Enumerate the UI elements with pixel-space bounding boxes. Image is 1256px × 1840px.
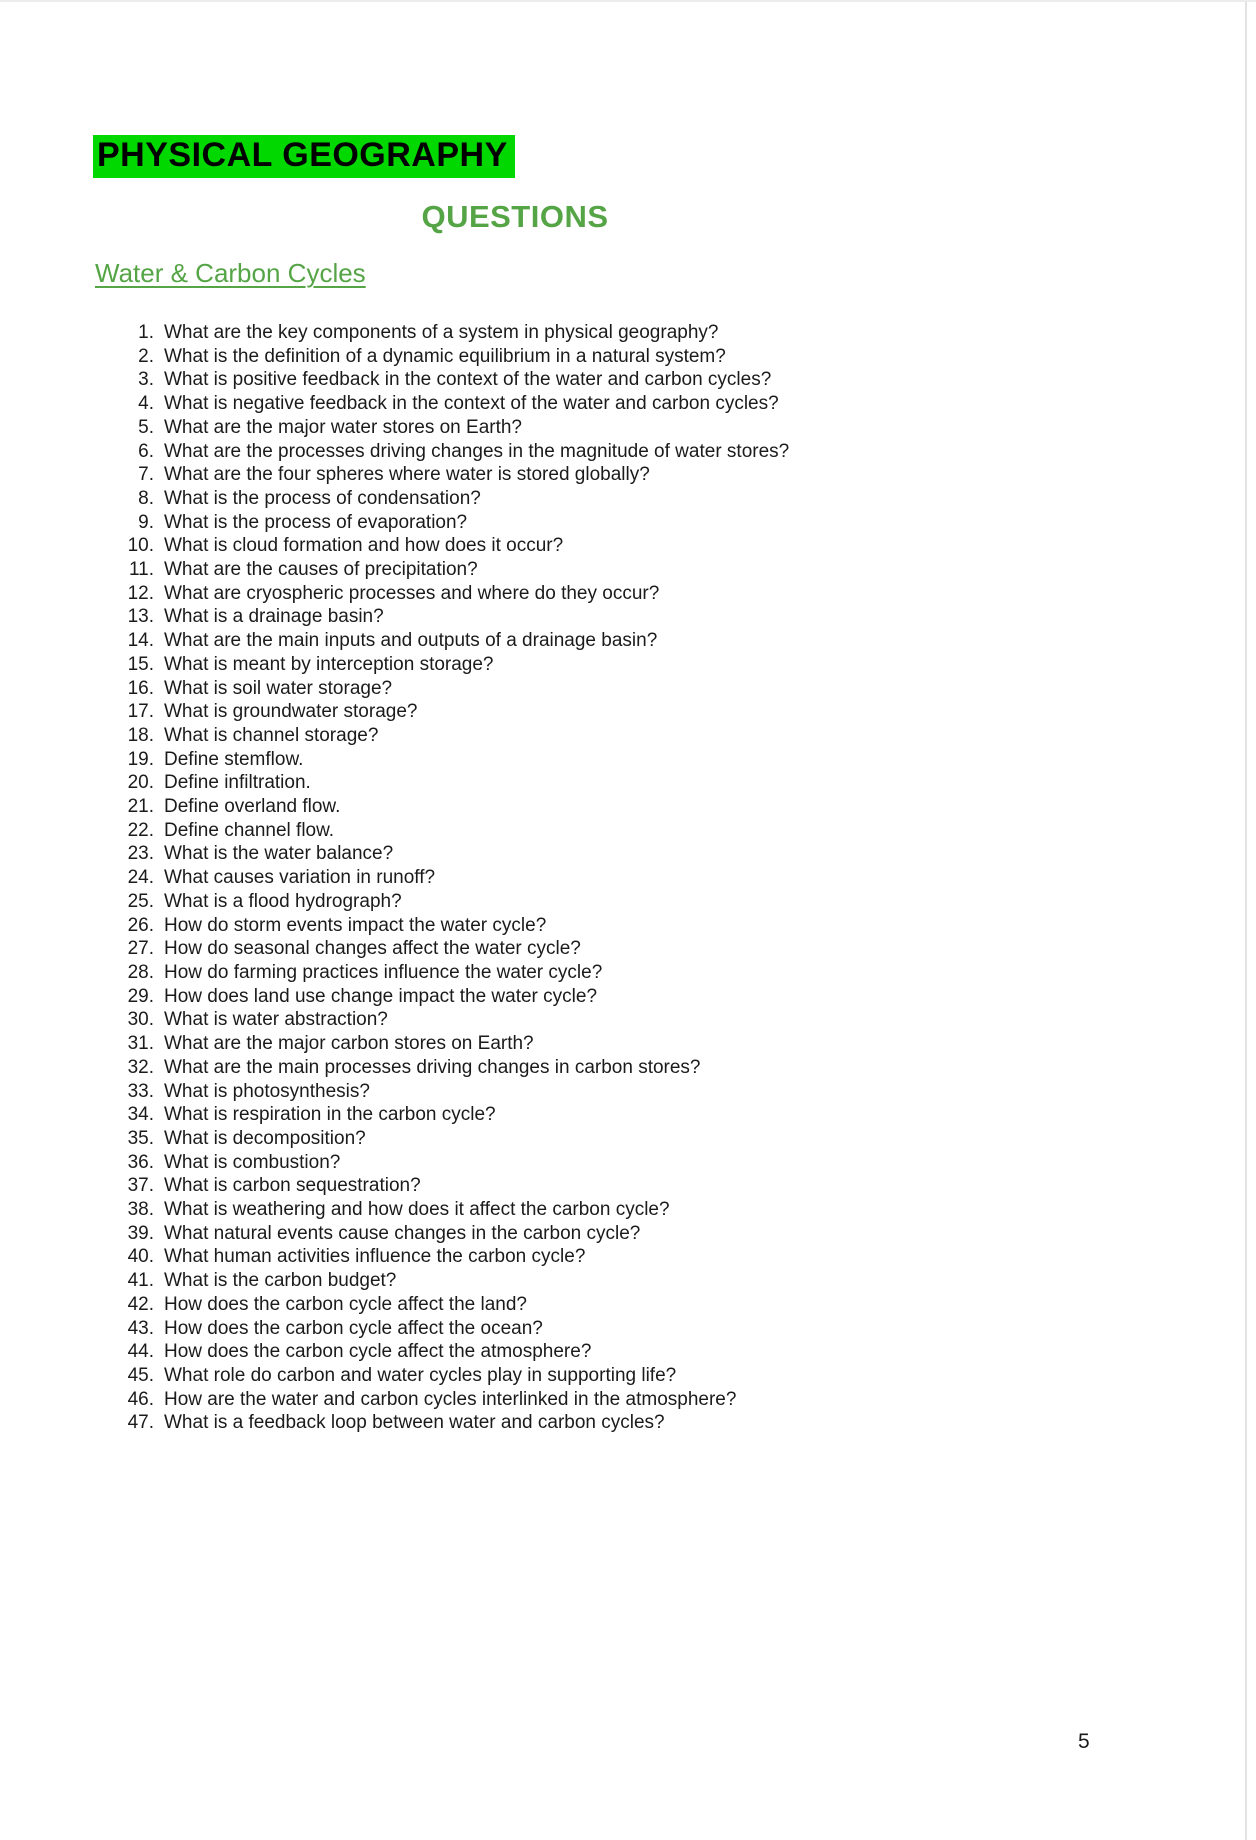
question-item	[123, 914, 789, 938]
question-number: 27.	[127, 938, 154, 960]
question-number: 36.	[127, 1151, 154, 1173]
question-item	[123, 1103, 789, 1127]
question-number: 38.	[127, 1199, 154, 1221]
question-text: How do storm events impact the water cycle?	[164, 914, 547, 936]
question-text: What is the process of evaporation?	[164, 511, 468, 533]
question-item	[123, 700, 789, 724]
question-item	[123, 866, 789, 890]
question-number: 22.	[127, 819, 154, 841]
question-number: 1.	[138, 322, 154, 343]
question-text: What are the processes driving changes in the magnitude of water stores?	[164, 440, 790, 462]
question-text: What are cryospheric processes and where do they occur?	[164, 582, 660, 604]
question-number: 32.	[127, 1056, 154, 1078]
question-text: Define overland flow.	[164, 796, 341, 818]
question-text: What is groundwater storage?	[164, 701, 418, 723]
question-text: What natural events cause changes in the carbon cycle?	[164, 1222, 641, 1244]
question-number: 11.	[128, 559, 154, 581]
question-text: What are the major water stores on Earth?	[164, 416, 522, 438]
question-text: How does the carbon cycle affect the ocean?	[164, 1317, 543, 1339]
question-text: What is the water balance?	[164, 843, 394, 865]
question-item	[123, 629, 789, 653]
question-item	[123, 653, 789, 677]
question-item	[123, 463, 789, 487]
question-item	[123, 1127, 789, 1151]
question-item	[123, 1222, 789, 1246]
question-number: 44.	[127, 1341, 154, 1363]
question-number: 30.	[127, 1009, 154, 1031]
question-text: What is the definition of a dynamic equilibrium in a natural system?	[164, 345, 726, 367]
question-number: 8.	[138, 487, 154, 509]
question-item	[123, 321, 789, 345]
question-number: 41.	[127, 1270, 154, 1292]
question-item	[123, 511, 789, 535]
question-text: What is the process of condensation?	[164, 487, 481, 509]
question-number: 33.	[127, 1080, 154, 1102]
question-item	[123, 1032, 789, 1056]
question-text: What is combustion?	[164, 1151, 341, 1173]
question-item	[123, 961, 789, 985]
question-number: 9.	[138, 511, 154, 533]
question-number: 20.	[127, 772, 154, 794]
question-number: 7.	[138, 464, 154, 486]
question-item	[123, 1008, 789, 1032]
question-number: 18.	[127, 724, 154, 746]
question-item	[123, 1174, 789, 1198]
question-number: 12.	[127, 582, 154, 604]
question-number: 35.	[127, 1127, 154, 1149]
question-text: How do farming practices influence the water cycle?	[164, 961, 603, 983]
question-text: What are the four spheres where water is stored globally?	[164, 464, 650, 486]
question-number: 23.	[127, 843, 154, 865]
question-item	[123, 771, 789, 795]
question-item	[123, 416, 789, 440]
question-item	[123, 582, 789, 606]
question-item	[123, 890, 789, 914]
question-text: Define stemflow.	[164, 748, 304, 770]
question-item	[123, 985, 789, 1009]
question-number: 29.	[127, 985, 154, 1007]
question-item	[123, 842, 789, 866]
question-number: 42.	[127, 1293, 154, 1315]
question-item	[123, 392, 789, 416]
question-item	[123, 1056, 789, 1080]
question-number: 10.	[127, 535, 154, 557]
question-text: What is a feedback loop between water and carbon cycles?	[164, 1412, 665, 1434]
question-number: 31.	[127, 1033, 154, 1055]
question-item	[123, 1293, 789, 1317]
question-number: 2.	[138, 345, 154, 367]
question-number: 26.	[127, 914, 154, 936]
question-number: 37.	[127, 1175, 154, 1197]
question-text: What is carbon sequestration?	[164, 1175, 421, 1197]
question-text: What are the main processes driving changes in carbon stores?	[164, 1056, 701, 1078]
question-item	[123, 1151, 789, 1175]
question-number: 4.	[138, 393, 154, 415]
question-item	[123, 937, 789, 961]
question-text: What is negative feedback in the context of the water and carbon cycles?	[164, 393, 779, 415]
question-number: 24.	[127, 867, 154, 889]
question-item	[123, 724, 789, 748]
question-item	[123, 368, 789, 392]
question-text: What human activities influence the carbon cycle?	[164, 1246, 586, 1268]
question-text: What is photosynthesis?	[164, 1080, 370, 1102]
question-text: What is respiration in the carbon cycle?	[164, 1104, 496, 1126]
question-number: 13.	[127, 606, 154, 628]
question-item	[123, 1388, 789, 1412]
question-text: How does the carbon cycle affect the atmosphere?	[164, 1341, 592, 1363]
question-item	[123, 1245, 789, 1269]
question-text: What causes variation in runoff?	[164, 867, 436, 889]
question-number: 47.	[127, 1412, 154, 1434]
question-item	[123, 558, 789, 582]
document-title-block	[93, 135, 515, 178]
section-heading: Water & Carbon Cycles	[95, 258, 366, 288]
page-title: PHYSICAL GEOGRAPHY	[93, 135, 515, 178]
question-number: 19.	[127, 748, 154, 770]
question-text: What are the major carbon stores on Earth?	[164, 1033, 534, 1055]
question-item	[123, 487, 789, 511]
question-number: 34.	[127, 1104, 154, 1126]
question-text: How does the carbon cycle affect the land?	[164, 1293, 527, 1315]
question-number: 6.	[138, 440, 154, 462]
question-text: What is a drainage basin?	[164, 606, 384, 628]
page-subtitle: QUESTIONS	[421, 199, 609, 234]
question-number: 28.	[127, 961, 154, 983]
question-text: What is a flood hydrograph?	[164, 890, 402, 912]
question-text: What is weathering and how does it affect the carbon cycle?	[164, 1199, 670, 1221]
question-text: How are the water and carbon cycles interlinked in the atmosphere?	[164, 1388, 737, 1410]
question-text: What is decomposition?	[164, 1127, 366, 1149]
question-item	[123, 1364, 789, 1388]
question-item	[123, 1317, 789, 1341]
question-number: 21.	[127, 796, 154, 818]
question-text: What is cloud formation and how does it occur?	[164, 535, 564, 557]
question-text: What is water abstraction?	[164, 1009, 388, 1031]
question-text: What is meant by interception storage?	[164, 653, 494, 675]
question-text: What role do carbon and water cycles play in supporting life?	[164, 1364, 677, 1386]
question-number: 40.	[127, 1246, 154, 1268]
question-text: How do seasonal changes affect the water cycle?	[164, 938, 581, 960]
page-right-edge	[1245, 2, 1247, 1840]
question-text: What is soil water storage?	[164, 677, 393, 699]
question-number: 46.	[127, 1388, 154, 1410]
page-number: 5	[1078, 1730, 1090, 1753]
question-list	[123, 321, 789, 1435]
question-number: 25.	[127, 890, 154, 912]
question-text: What is the carbon budget?	[164, 1270, 397, 1292]
question-number: 17.	[127, 701, 154, 723]
question-item	[123, 1198, 789, 1222]
question-text: Define infiltration.	[164, 772, 311, 794]
question-item	[123, 1340, 789, 1364]
question-number: 15.	[127, 653, 154, 675]
question-text: What are the causes of precipitation?	[164, 559, 478, 581]
question-number: 39.	[127, 1222, 154, 1244]
question-text: Define channel flow.	[164, 819, 335, 841]
question-item	[123, 819, 789, 843]
question-number: 14.	[127, 630, 154, 652]
question-text: What are the main inputs and outputs of a drainage basin?	[164, 630, 658, 652]
question-item	[123, 345, 789, 369]
question-number: 5.	[138, 416, 154, 438]
question-item	[123, 534, 789, 558]
question-item	[123, 605, 789, 629]
question-text: How does land use change impact the water cycle?	[164, 985, 598, 1007]
question-item	[123, 748, 789, 772]
question-item	[123, 1269, 789, 1293]
question-number: 45.	[127, 1364, 154, 1386]
question-number: 43.	[127, 1317, 154, 1339]
question-item	[123, 440, 789, 464]
question-number: 3.	[138, 369, 154, 391]
question-text: What is channel storage?	[164, 724, 379, 746]
question-number: 16.	[127, 677, 154, 699]
question-item	[123, 1080, 789, 1104]
question-item	[123, 677, 789, 701]
question-text: What are the key components of a system in physical geography?	[164, 322, 719, 343]
question-text: What is positive feedback in the context of the water and carbon cycles?	[164, 369, 772, 391]
question-item	[123, 1411, 789, 1435]
question-item	[123, 795, 789, 819]
